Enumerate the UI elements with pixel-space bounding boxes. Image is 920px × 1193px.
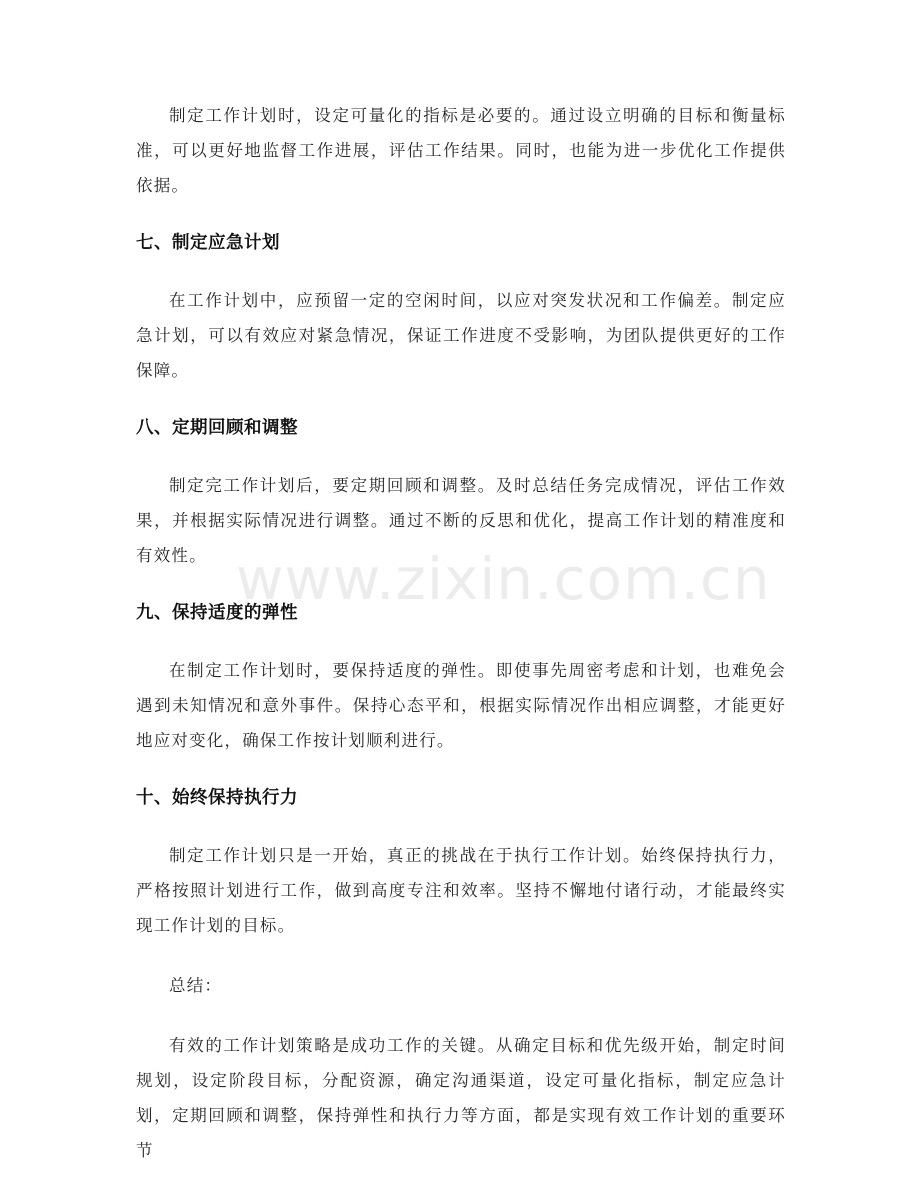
summary-label: 总结： [169,976,223,995]
section-heading-8: 八、定期回顾和调整 [136,418,298,438]
paragraph-review-adjust: 制定完工作计划后，要定期回顾和调整。及时总结任务完成情况，评估工作效果，并根据实际情况进行调整。通过不断的反思和优化，提高工作计划的精准度和有效性。 [136,476,786,565]
section-heading-10: 十、始终保持执行力 [136,788,298,808]
paragraph-execution: 制定工作计划只是一开始，真正的挑战在于执行工作计划。始终保持执行力，严格按照计划进行工作，做到高度专注和效率。坚持不懈地付诸行动，才能最终实现工作计划的目标。 [136,846,786,935]
paragraph-summary: 有效的工作计划策略是成功工作的关键。从确定目标和优先级开始，制定时间规划，设定阶段目标，分配资源，确定沟通渠道，设定可量化指标，制定应急计划，定期回顾和调整，保持弹性和执行力等方面，都是实现有效工作计划的重要环节 [136,1036,786,1160]
paragraph-quantifiable-indicators: 制定工作计划时，设定可量化的指标是必要的。通过设立明确的目标和衡量标准，可以更好地监督工作进展，评估工作结果。同时，也能为进一步优化工作提供依据。 [136,106,786,195]
section-heading-7: 七、制定应急计划 [136,233,280,253]
section-heading-9: 九、保持适度的弹性 [136,603,298,623]
paragraph-flexibility: 在制定工作计划时，要保持适度的弹性。即使事先周密考虑和计划，也难免会遇到未知情况和意外事件。保持心态平和，根据实际情况作出相应调整，才能更好地应对变化，确保工作按计划顺利进行。 [136,661,786,750]
watermark: www.zixin.com.cn [236,545,771,613]
document-body [136,98,786,1193]
paragraph-emergency-plan: 在工作计划中，应预留一定的空闲时间，以应对突发状况和工作偏差。制定应急计划，可以有效应对紧急情况，保证工作进度不受影响，为团队提供更好的工作保障。 [136,291,786,380]
